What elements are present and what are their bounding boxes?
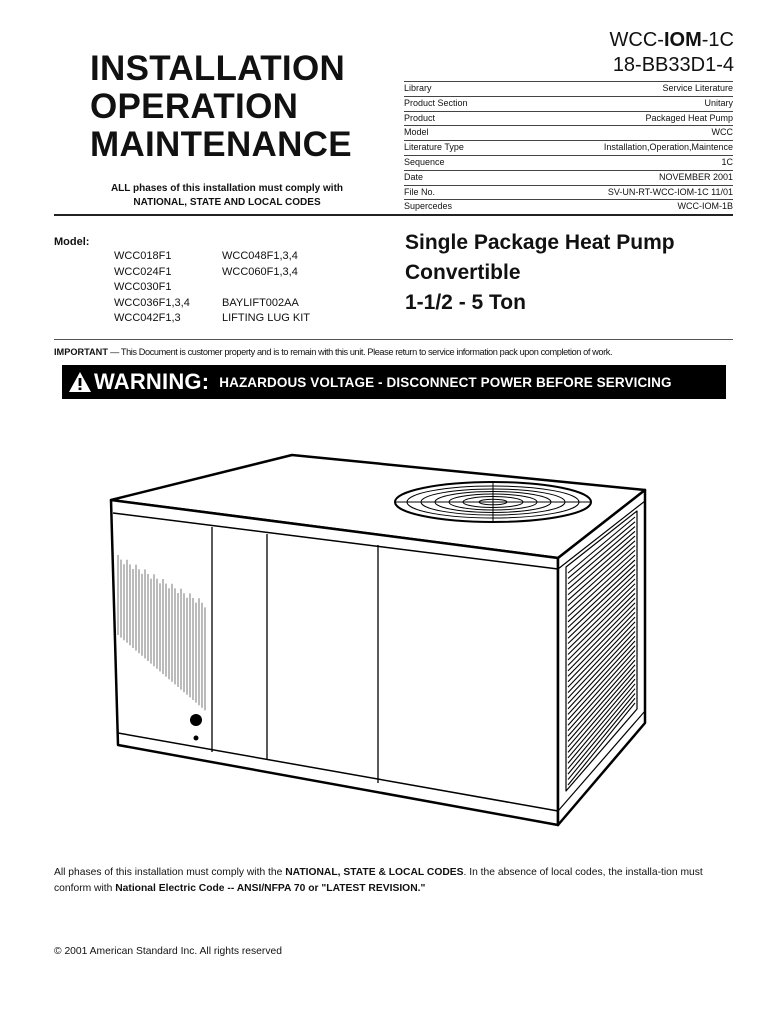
literature-label: Model (404, 126, 513, 141)
model-item: WCC018F1 (114, 250, 172, 262)
important-text: — This Document is customer property and is to remain with this unit. Please return to service information pack upon completion of work. (107, 347, 613, 357)
literature-label: Literature Type (404, 141, 513, 156)
literature-value: NOVEMBER 2001 (513, 170, 733, 185)
heat-pump-unit-illustration (100, 445, 660, 835)
literature-row (404, 126, 733, 141)
important-label: IMPORTANT (54, 347, 108, 357)
literature-row (404, 82, 733, 97)
header-divider (54, 214, 733, 216)
literature-value: WCC (513, 126, 733, 141)
product-title-line-1: Single Package Heat Pump (405, 231, 675, 254)
document-title (90, 50, 390, 164)
literature-value: Installation,Operation,Maintence (513, 141, 733, 156)
title-line-3: MAINTENANCE (90, 125, 352, 164)
footnote-bold-2: National Electric Code -- ANSI/NFPA 70 or "LATEST REVISION." (115, 883, 426, 894)
doc-number-suffix: -1C (701, 29, 734, 51)
footnote-text-2: . In the absence of local codes, the installa-tion must conform with (54, 867, 703, 894)
copyright-notice: © 2001 American Standard Inc. All rights reserved (54, 946, 282, 957)
doc-number-prefix: WCC- (609, 29, 664, 51)
model-item: LIFTING LUG KIT (222, 312, 311, 324)
warning-triangle-icon (68, 371, 92, 393)
product-title-line-2: Convertible (405, 261, 521, 284)
literature-value: Packaged Heat Pump (513, 111, 733, 126)
condenser-fan-grille (395, 482, 591, 522)
doc-number-line-1 (610, 28, 734, 53)
important-notice (54, 347, 612, 357)
title-line-2: OPERATION (90, 87, 299, 126)
model-list-col-1 (114, 249, 190, 327)
model-item: WCC060F1,3,4 (222, 265, 298, 278)
warning-message: HAZARDOUS VOLTAGE - DISCONNECT POWER BEFORE SERVICING (219, 374, 672, 390)
literature-row (404, 185, 733, 200)
literature-label: Library (404, 82, 513, 97)
literature-label: Product (404, 111, 513, 126)
warning-banner (62, 365, 726, 399)
document-number (610, 28, 734, 78)
literature-label: File No. (404, 185, 513, 200)
model-label: Model: (54, 236, 90, 248)
models-divider (54, 339, 733, 340)
literature-label: Product Section (404, 96, 513, 111)
compliance-line-2: NATIONAL, STATE AND LOCAL CODES (133, 197, 321, 208)
literature-value: 1C (513, 155, 733, 170)
code-compliance-paragraph (54, 865, 738, 897)
model-item: WCC042F1,3 (114, 312, 181, 324)
model-item: WCC048F1,3,4 (222, 250, 298, 262)
literature-label: Date (404, 170, 513, 185)
model-item: WCC030F1 (114, 281, 172, 293)
model-item: BAYLIFT002AA (222, 296, 299, 309)
model-item: WCC024F1 (114, 265, 172, 278)
literature-row (404, 111, 733, 126)
product-title (405, 228, 675, 318)
literature-value: Unitary (513, 96, 733, 111)
literature-row (404, 170, 733, 185)
literature-row (404, 200, 733, 214)
literature-value: Service Literature (513, 82, 733, 97)
product-title-line-3: 1-1/2 - 5 Ton (405, 291, 526, 314)
warning-word: WARNING: (94, 369, 210, 394)
literature-label: Sequence (404, 155, 513, 170)
model-list-col-2 (222, 249, 310, 327)
doc-number-line-2: 18-BB33D1-4 (612, 54, 734, 76)
title-line-1: INSTALLATION (90, 49, 346, 88)
literature-value: SV-UN-RT-WCC-IOM-1C 11/01 (513, 185, 733, 200)
compliance-note (72, 182, 382, 210)
literature-value: WCC-IOM-1B (513, 200, 733, 214)
footnote-bold-1: NATIONAL, STATE & LOCAL CODES (285, 867, 464, 878)
footnote-text-1: All phases of this installation must comply with the (54, 867, 286, 878)
compliance-line-1: ALL phases of this installation must comply with (110, 183, 344, 194)
doc-number-bold: IOM (663, 29, 702, 51)
literature-row (404, 155, 733, 170)
model-item (222, 280, 310, 296)
literature-row (404, 141, 733, 156)
model-item: WCC036F1,3,4 (114, 296, 190, 309)
literature-info-table (404, 81, 733, 214)
literature-label: Supercedes (404, 200, 513, 214)
literature-row (404, 96, 733, 111)
